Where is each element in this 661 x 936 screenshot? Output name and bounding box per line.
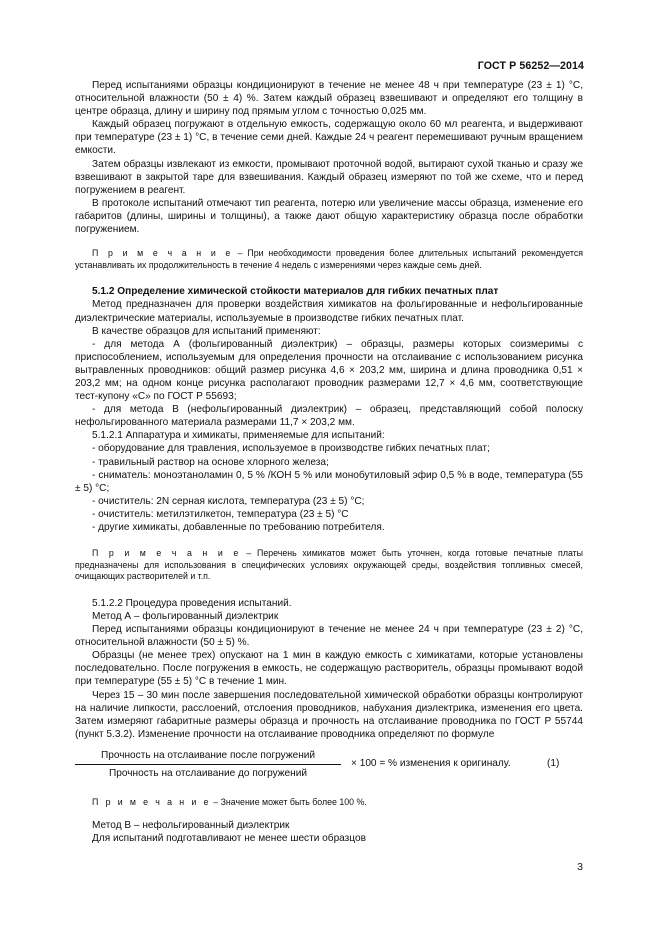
paragraph: Перед испытаниями образцы кондиционируют в течение не менее 24 ч при температуре (23 ± 2) °С, относительной влажности (50 ± 5) %. [75, 624, 583, 649]
paragraph: Образцы (не менее трех) опускают на 1 мин в каждую емкость с химикатами, которые установлены последовательно. После погружения в емкость, не содержащую растворитель, образцы промывают водой при температуре (55 ± 5) °С в течение 1 мин. [75, 650, 583, 688]
paragraph: Для испытаний подготавливают не менее шести образцов [92, 832, 366, 844]
paragraph: Метод В – нефольгированный диэлектрик [92, 819, 290, 831]
list-item: - для метода А (фольгированный диэлектрик) – образцы, размеры которых соизмеримы с приспособлением, используемым для определения прочности на отслаивание с использованием рисунка вытравленных проводников: общий размер рисунка 4,6 × 203,2 мм, ширина и длина проводника 0,51 × 203,2 мм; на одном конце рисунка располагают проводник размерами 12,7 × 4,6 мм, соответствующие тест-купону «С» по ГОСТ Р 55693; [75, 338, 583, 403]
formula-rest: × 100 = % изменения к оригиналу. [351, 757, 511, 769]
formula-denominator: Прочность на отслаивание до погружений [109, 768, 307, 779]
paragraph: В качестве образцов для испытаний применяют: [92, 325, 321, 337]
note [75, 548, 583, 583]
list-item: - другие химикаты, добавленные по требованию потребителя. [92, 522, 385, 533]
paragraph: Через 15 – 30 мин после завершения последовательной химической обработки образцы контролируют на наличие липкости, расслоений, отслоения проводников, набухания диэлектрика, изменения его цвета. Затем измеряют габаритные размеры образца и прочность на отслаивание проводника по ГОСТ Р 55744 (пункт 5.3.2). Изменение прочности на отслаивание проводника определяют по формуле [75, 689, 583, 740]
list-item: - травильный раствор на основе хлорного железа; [92, 456, 329, 468]
list-item: - сниматель: моноэтаноламин 0, 5 % /КОН 5 % или монобутиловый эфир 0,5 % в воде, температура (55 ± 5) °С; [75, 469, 583, 494]
note-text: – Значение может быть более 100 %. [210, 796, 367, 807]
list-item: - для метода В (нефольгированный диэлектрик) – образец, представляющий собой полоску нефольгированного материала размерами 11,7 × 203,2 мм. [75, 404, 583, 429]
note-label: П р и м е ч а н и е [92, 796, 211, 807]
note-text: – Перечень химикатов может быть уточнен, когда готовые печатные платы предназначены для использования в специфических условиях окружающей среды, воздействия топливных смесей, очищающих растворителей и т.п. [75, 548, 584, 582]
paragraph: Перед испытаниями образцы кондиционируют в течение не менее 48 ч при температуре (23 ± 1) °С, относительной влажности (50 ± 4) %. Затем каждый образец взвешивают и определяют его толщину в центре образца, длину и ширину под прямым углом с точностью 0,025 мм. [75, 80, 583, 118]
formula-fraction [75, 749, 341, 780]
paragraph: Метод А – фольгированный диэлектрик [92, 610, 279, 622]
list-item: - очиститель: 2N серная кислота, температура (23 ± 5) °С; [92, 495, 365, 507]
note-text: – При необходимости проведения более длительных испытаний рекомендуется устанавливать их продолжительность в течение 4 недель с измерениями через каждые семь дней. [75, 248, 583, 270]
formula-numerator: Прочность на отслаивание после погружений [100, 749, 316, 761]
formula [75, 749, 583, 789]
standard-number: ГОСТ Р 56252—2014 [477, 60, 584, 72]
section-heading: 5.1.2 Определение химической стойкости материалов для гибких печатных плат [92, 286, 499, 298]
formula-number: (1) [547, 757, 560, 769]
note-label: П р и м е ч а н и е [92, 548, 241, 559]
paragraph: Затем образцы извлекают из емкости, промывают проточной водой, вытирают сухой тканью и сразу же взвешивают в закрытой таре для взвешивания. Каждый образец измеряют по той же схеме, что и перед погружением в реагент. [75, 158, 583, 196]
page-number: 3 [577, 861, 583, 873]
paragraph: В протоколе испытаний отмечают тип реагента, потерю или увеличение массы образца, изменение его габаритов (длины, ширины и толщины), а также дают общую характеристику образца после обработки погружением. [75, 197, 583, 236]
page-content [75, 79, 583, 845]
list-item: - оборудование для травления, используемое в производстве гибких печатных плат; [92, 443, 490, 455]
note [75, 248, 583, 271]
paragraph: Каждый образец погружают в отдельную емкость, содержащую около 60 мл реагента, и выдерживают при температуре (23 ± 1) °С, в течение семи дней. Каждые 24 ч реагент перемешивают ручным вращением емкости. [75, 119, 583, 157]
paragraph: 5.1.2.2 Процедура проведения испытаний. [92, 597, 292, 609]
note-label: П р и м е ч а н и е [92, 248, 233, 259]
paragraph: Метод предназначен для проверки воздействия химикатов на фольгированные и нефольгированные диэлектрические материалы, используемые в производстве гибких печатных плат. [75, 299, 583, 324]
note [75, 797, 583, 809]
paragraph: 5.1.2.1 Аппаратура и химикаты, применяемые для испытаний: [92, 430, 385, 442]
list-item: - очиститель: метилэтилкетон, температура (23 ± 5) °С [92, 508, 349, 520]
